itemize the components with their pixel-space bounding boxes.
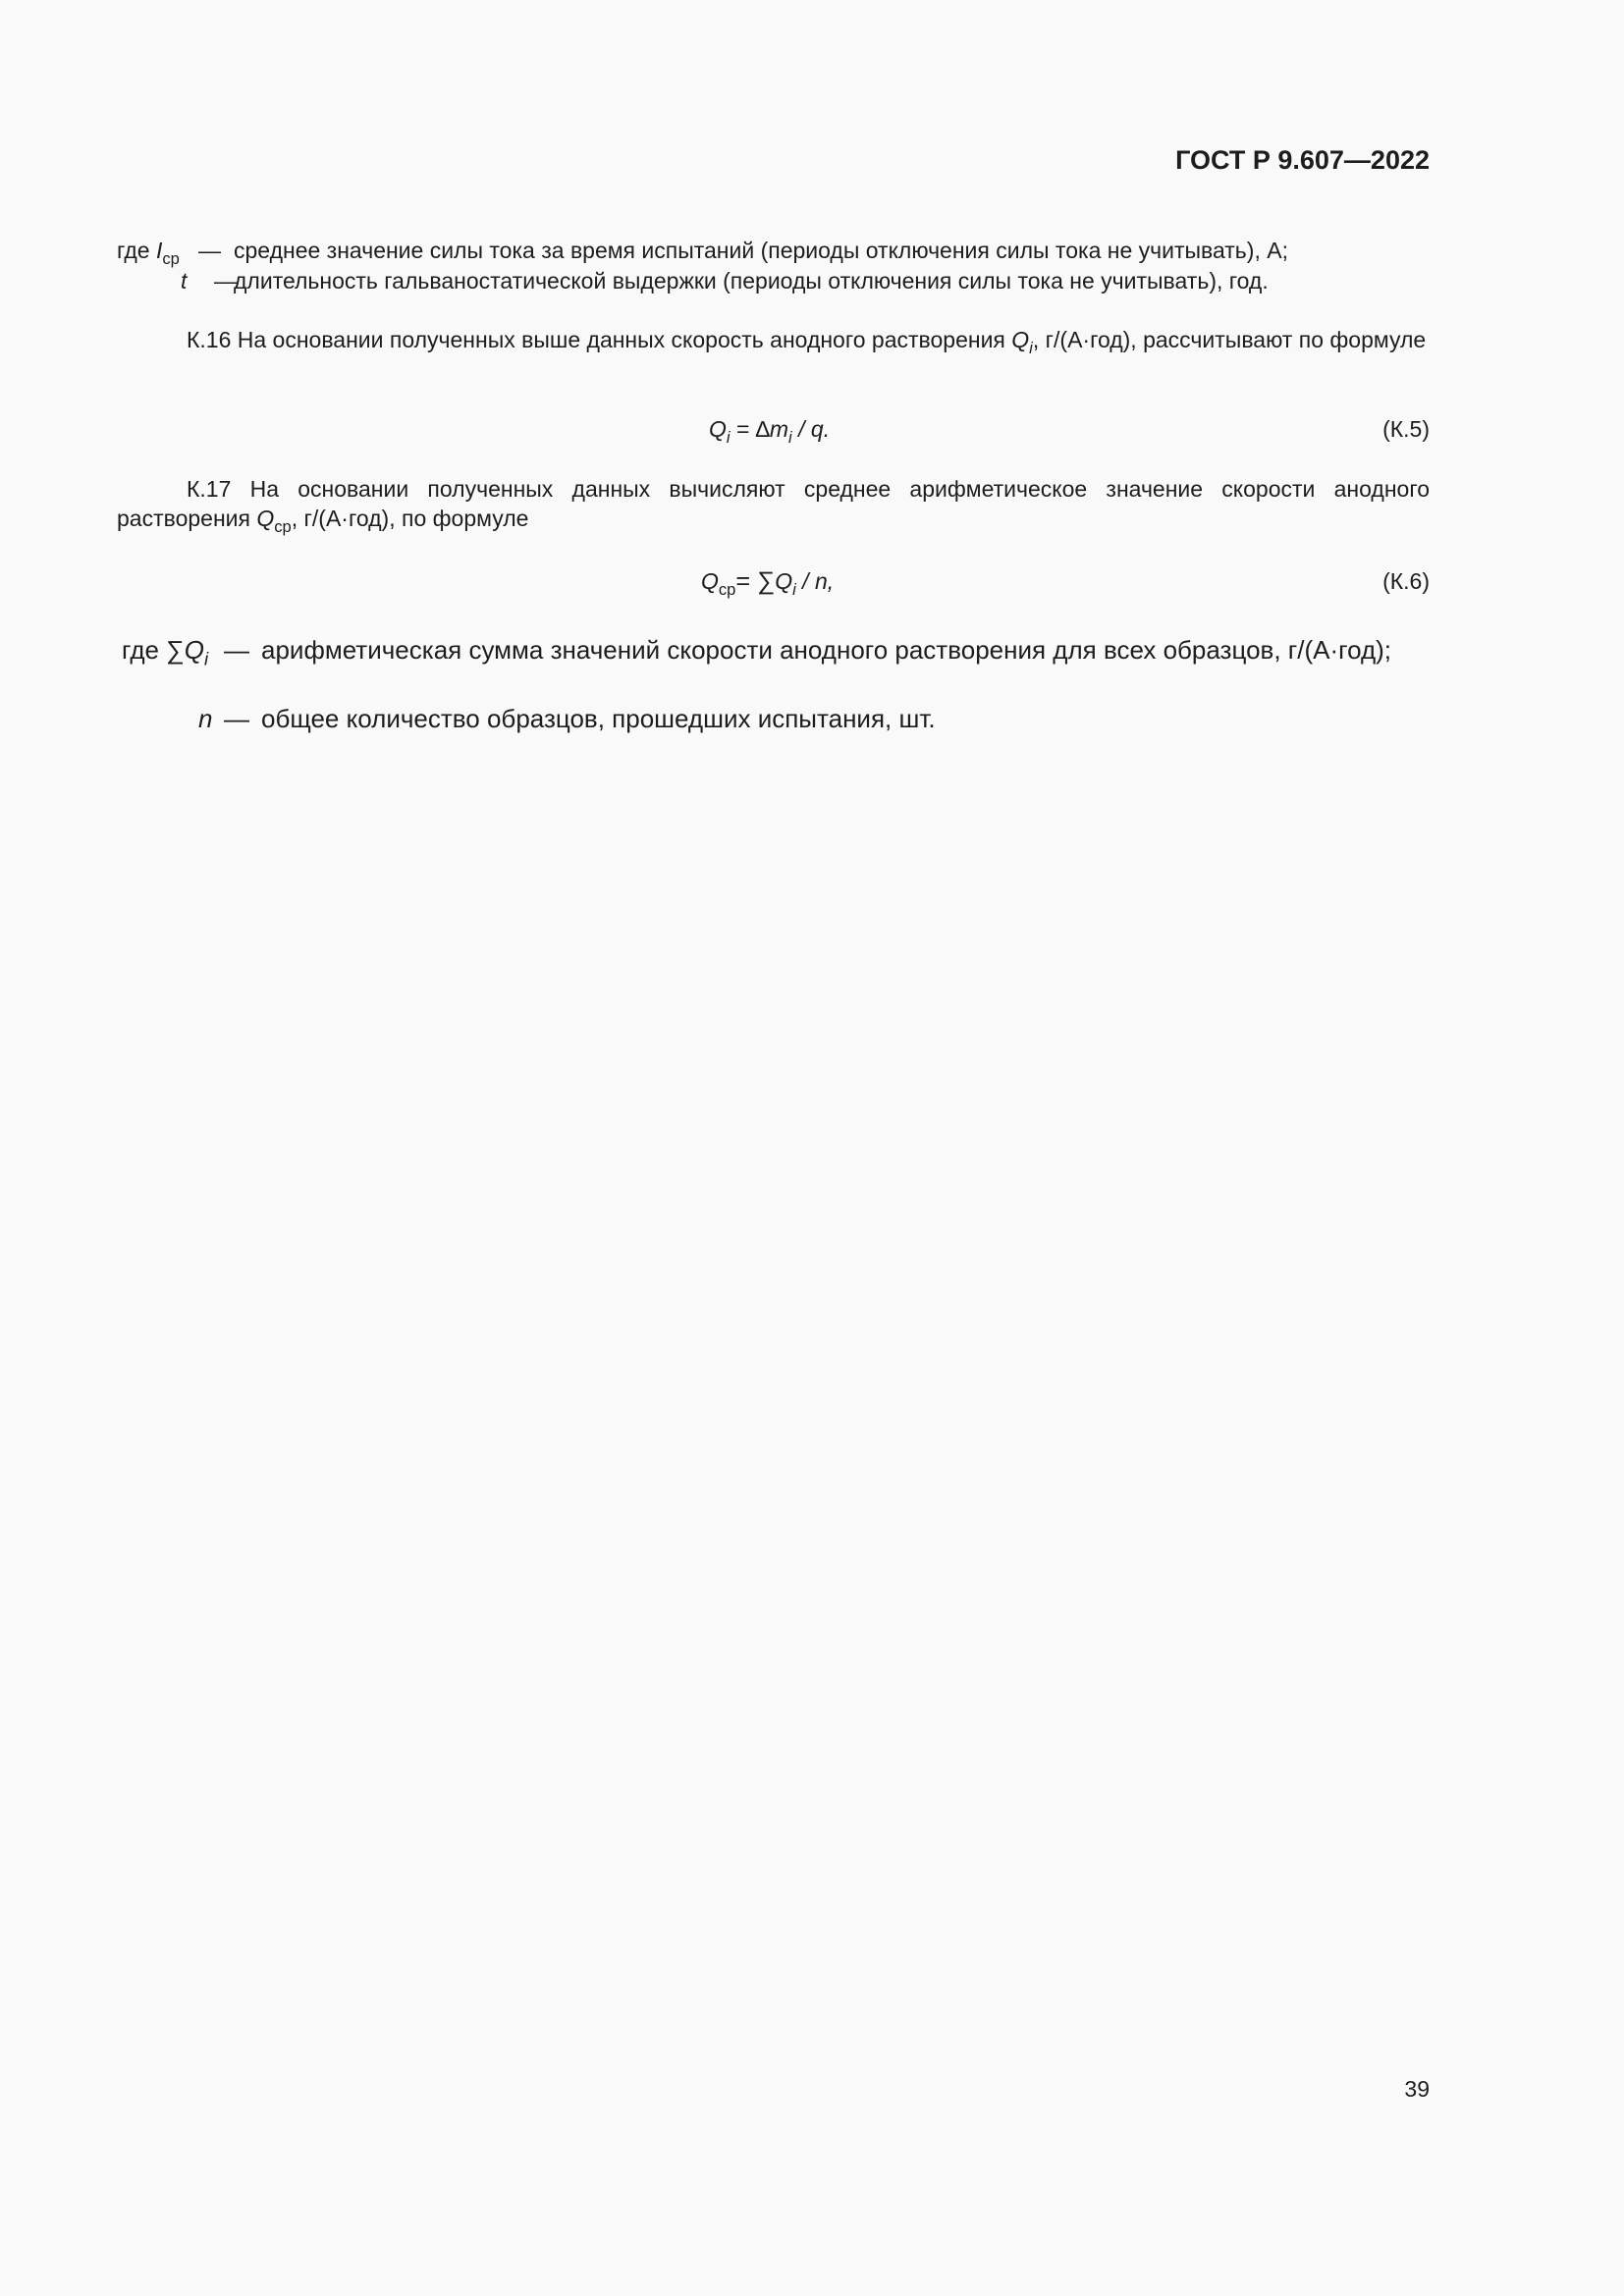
text: , г/(А·год), по формуле bbox=[291, 506, 529, 531]
operator: / n, bbox=[795, 568, 835, 594]
definition-dash: — bbox=[214, 268, 237, 294]
symbol: Q bbox=[1011, 327, 1030, 352]
subscript: ср bbox=[274, 516, 292, 536]
symbol: Q bbox=[775, 568, 793, 594]
text: К.16 На основании полученных выше данных скорость анодного растворения bbox=[187, 327, 1005, 352]
formula-number-k6: (К.6) bbox=[1382, 568, 1430, 594]
subscript: i bbox=[726, 427, 731, 447]
operator: = ∑ bbox=[735, 567, 776, 595]
symbol: m bbox=[769, 416, 789, 442]
text: , г/(А·год), рассчитывают по формуле bbox=[1032, 327, 1427, 352]
subscript: ср bbox=[162, 248, 180, 268]
symbol: n bbox=[198, 704, 213, 733]
page-number: 39 bbox=[1404, 2076, 1430, 2102]
operator: / q. bbox=[791, 416, 831, 442]
document-header: ГОСТ Р 9.607—2022 bbox=[1175, 145, 1430, 175]
subscript: ср bbox=[718, 579, 736, 599]
subscript: i bbox=[788, 427, 792, 447]
symbol: t bbox=[181, 268, 188, 294]
subscript: i bbox=[203, 648, 209, 669]
where-label: где bbox=[117, 238, 150, 263]
definition-text-icp: среднее значение силы тока за время испытаний (периоды отключения силы тока не учитывать), А; bbox=[234, 238, 1288, 263]
text: К.17 На основании полученных данных вычисляют среднее арифметическое значение скорости анодного растворения bbox=[117, 476, 1430, 531]
definition-term-sumq bbox=[122, 633, 208, 667]
formula-k6 bbox=[701, 566, 835, 599]
definition-dash: — bbox=[224, 704, 249, 733]
definition-term-icp bbox=[117, 236, 180, 268]
subscript: i bbox=[792, 579, 796, 599]
symbol: Q bbox=[184, 635, 204, 665]
paragraph-k17 bbox=[117, 474, 1430, 536]
formula-number-k5: (К.5) bbox=[1382, 416, 1430, 442]
definition-text-sumq: арифметическая сумма значений скорости анодного растворения для всех образцов, г/(А·год); bbox=[261, 635, 1392, 665]
symbol: Q bbox=[256, 506, 275, 531]
symbol: Q bbox=[709, 416, 727, 442]
definition-dash: — bbox=[224, 635, 249, 665]
formula-k5 bbox=[709, 414, 831, 447]
definition-term-t bbox=[181, 266, 187, 295]
definition-text-n: общее количество образцов, прошедших испытания, шт. bbox=[261, 704, 936, 733]
definition-term-n bbox=[198, 702, 212, 735]
definition-dash: — bbox=[198, 238, 221, 263]
operator: = ∆ bbox=[730, 416, 770, 442]
paragraph-k16 bbox=[117, 325, 1430, 357]
symbol: I bbox=[155, 238, 163, 263]
where-label: где ∑ bbox=[122, 635, 185, 665]
subscript: i bbox=[1029, 338, 1033, 357]
symbol: Q bbox=[701, 568, 719, 594]
definition-text-t: длительность гальваностатической выдержки (периоды отключения силы тока не учитывать), год. bbox=[234, 268, 1269, 294]
